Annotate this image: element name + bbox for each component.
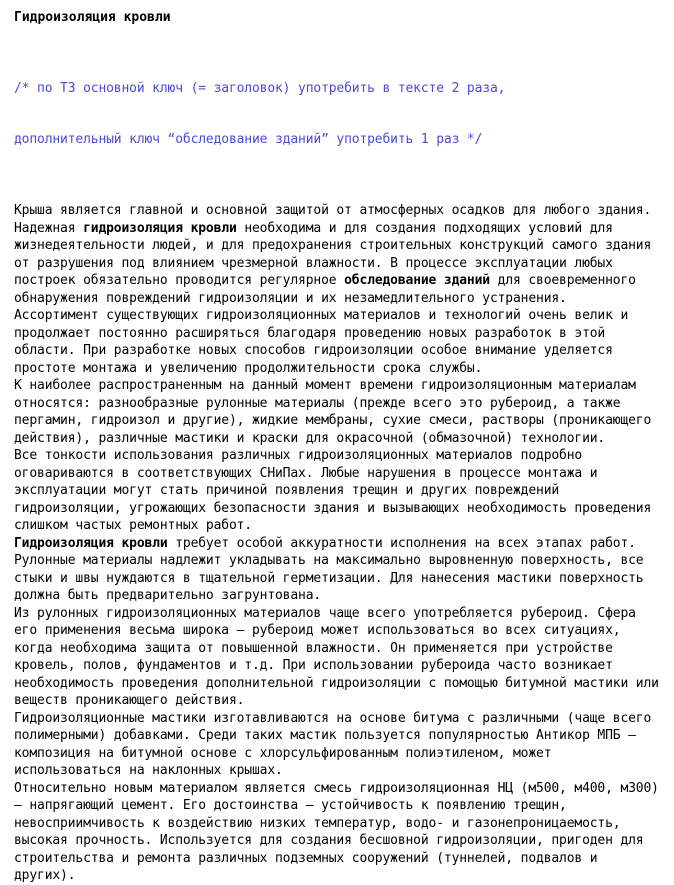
paragraph: Гидроизоляция кровли требует особой аккуратности исполнения на всех этапах работ. Рулонные материалы надлежит укладывать на максимально выровненную поверхность, все стыки и швы нуждаются в тщательной герметизации. Для нанесения мастики поверхность должна быть предварительно загрунтована. [14,535,652,603]
article-body [14,202,667,885]
tz-comment-line-2: дополнительный ключ “обследование зданий” употребить 1 раз */ [14,132,483,147]
page-title: Гидроизоляция кровли [14,10,171,25]
keyword-phrase: гидроизоляция кровли [83,220,237,236]
keyword-phrase: обследование зданий [344,273,490,288]
paragraph: Крыша является главной и основной защитой от атмосферных осадков для любого здания. Надежная гидроизоляция кровли необходима и для создания подходящих условий для жизнедеятельности людей, и для предохранения строительных конструкций самого здания от разрушения под влиянием чрезмерной влажности. В процессе эксплуатации любых построек обязательно проводится регулярное обследование зданий для своевременного обнаружения повреждений гидроизоляции и их незамедлительного устранения. [14,203,659,306]
paragraph: Ассортимент существующих гидроизоляционных материалов и технологий очень велик и продолжает постоянно расширяться благодаря проведению новых разработок в этой области. При разработке новых способов гидроизоляции особое внимание уделяется простоте монтажа и увеличению продолжительности срока службы. [14,308,636,376]
paragraph: Из рулонных гидроизоляционных материалов чаще всего употребляется рубероид. Сфера его применения весьма широка – рубероид может использоваться во всех ситуациях, когда необходима защита от повышенной влажности. Он применяется при устройстве кровель, полов, фундаментов и т.д. При использовании рубероида часто возникает необходимость проведения дополнительной гидроизоляции с помощью битумной мастики или веществ проникающего действия. [14,605,667,708]
paragraph: Относительно новым материалом является смесь гидроизоляционная НЦ (м500, м400, м300) – напрягающий цемент. Его достоинства – устойчивость к появлению трещин, невосприимчивость к воздействию низких температур, водо- и газонепроницаемость, высокая прочность. Используется для создания бесшовной гидроизоляции, пригоден для строительства и ремонта различных подземных сооружений (туннелей, подвалов и других). [14,780,667,883]
tz-comment-line-1: /* по ТЗ основной ключ (= заголовок) употребить в тексте 2 раза, [14,81,506,96]
paragraph: К наиболее распространенным на данный момент времени гидроизоляционным материалам относятся: разнообразные рулонные материалы (прежде всего это рубероид, а также пергамин, гидроизол и другие), жидкие мембраны, сухие смеси, растворы (проникающего действия), различные мастики и краски для окрасочной (обмазочной) технологии. [14,378,659,446]
tz-comment-block [14,46,662,182]
paragraph: Гидроизоляционные мастики изготавливаются на основе битума с различными (чаще всего полимерными) добавками. Среди таких мастик пользуется популярностью Антикор МПБ – композиция на битумной основе с хлорсульфированным полиэтиленом, может использоваться на наклонных крышах. [14,710,659,778]
keyword-phrase: Гидроизоляция кровли [14,535,168,551]
paragraph: Все тонкости использования различных гидроизоляционных материалов подробно оговариваются в соответствующих СНиПах. Любые нарушения в процессе монтажа и эксплуатации могут стать причиной появления трещин и других повреждений гидроизоляции, угрожающих безопасности здания и вызывающих необходимость проведения слишком частых ремонтных работ. [14,448,659,533]
